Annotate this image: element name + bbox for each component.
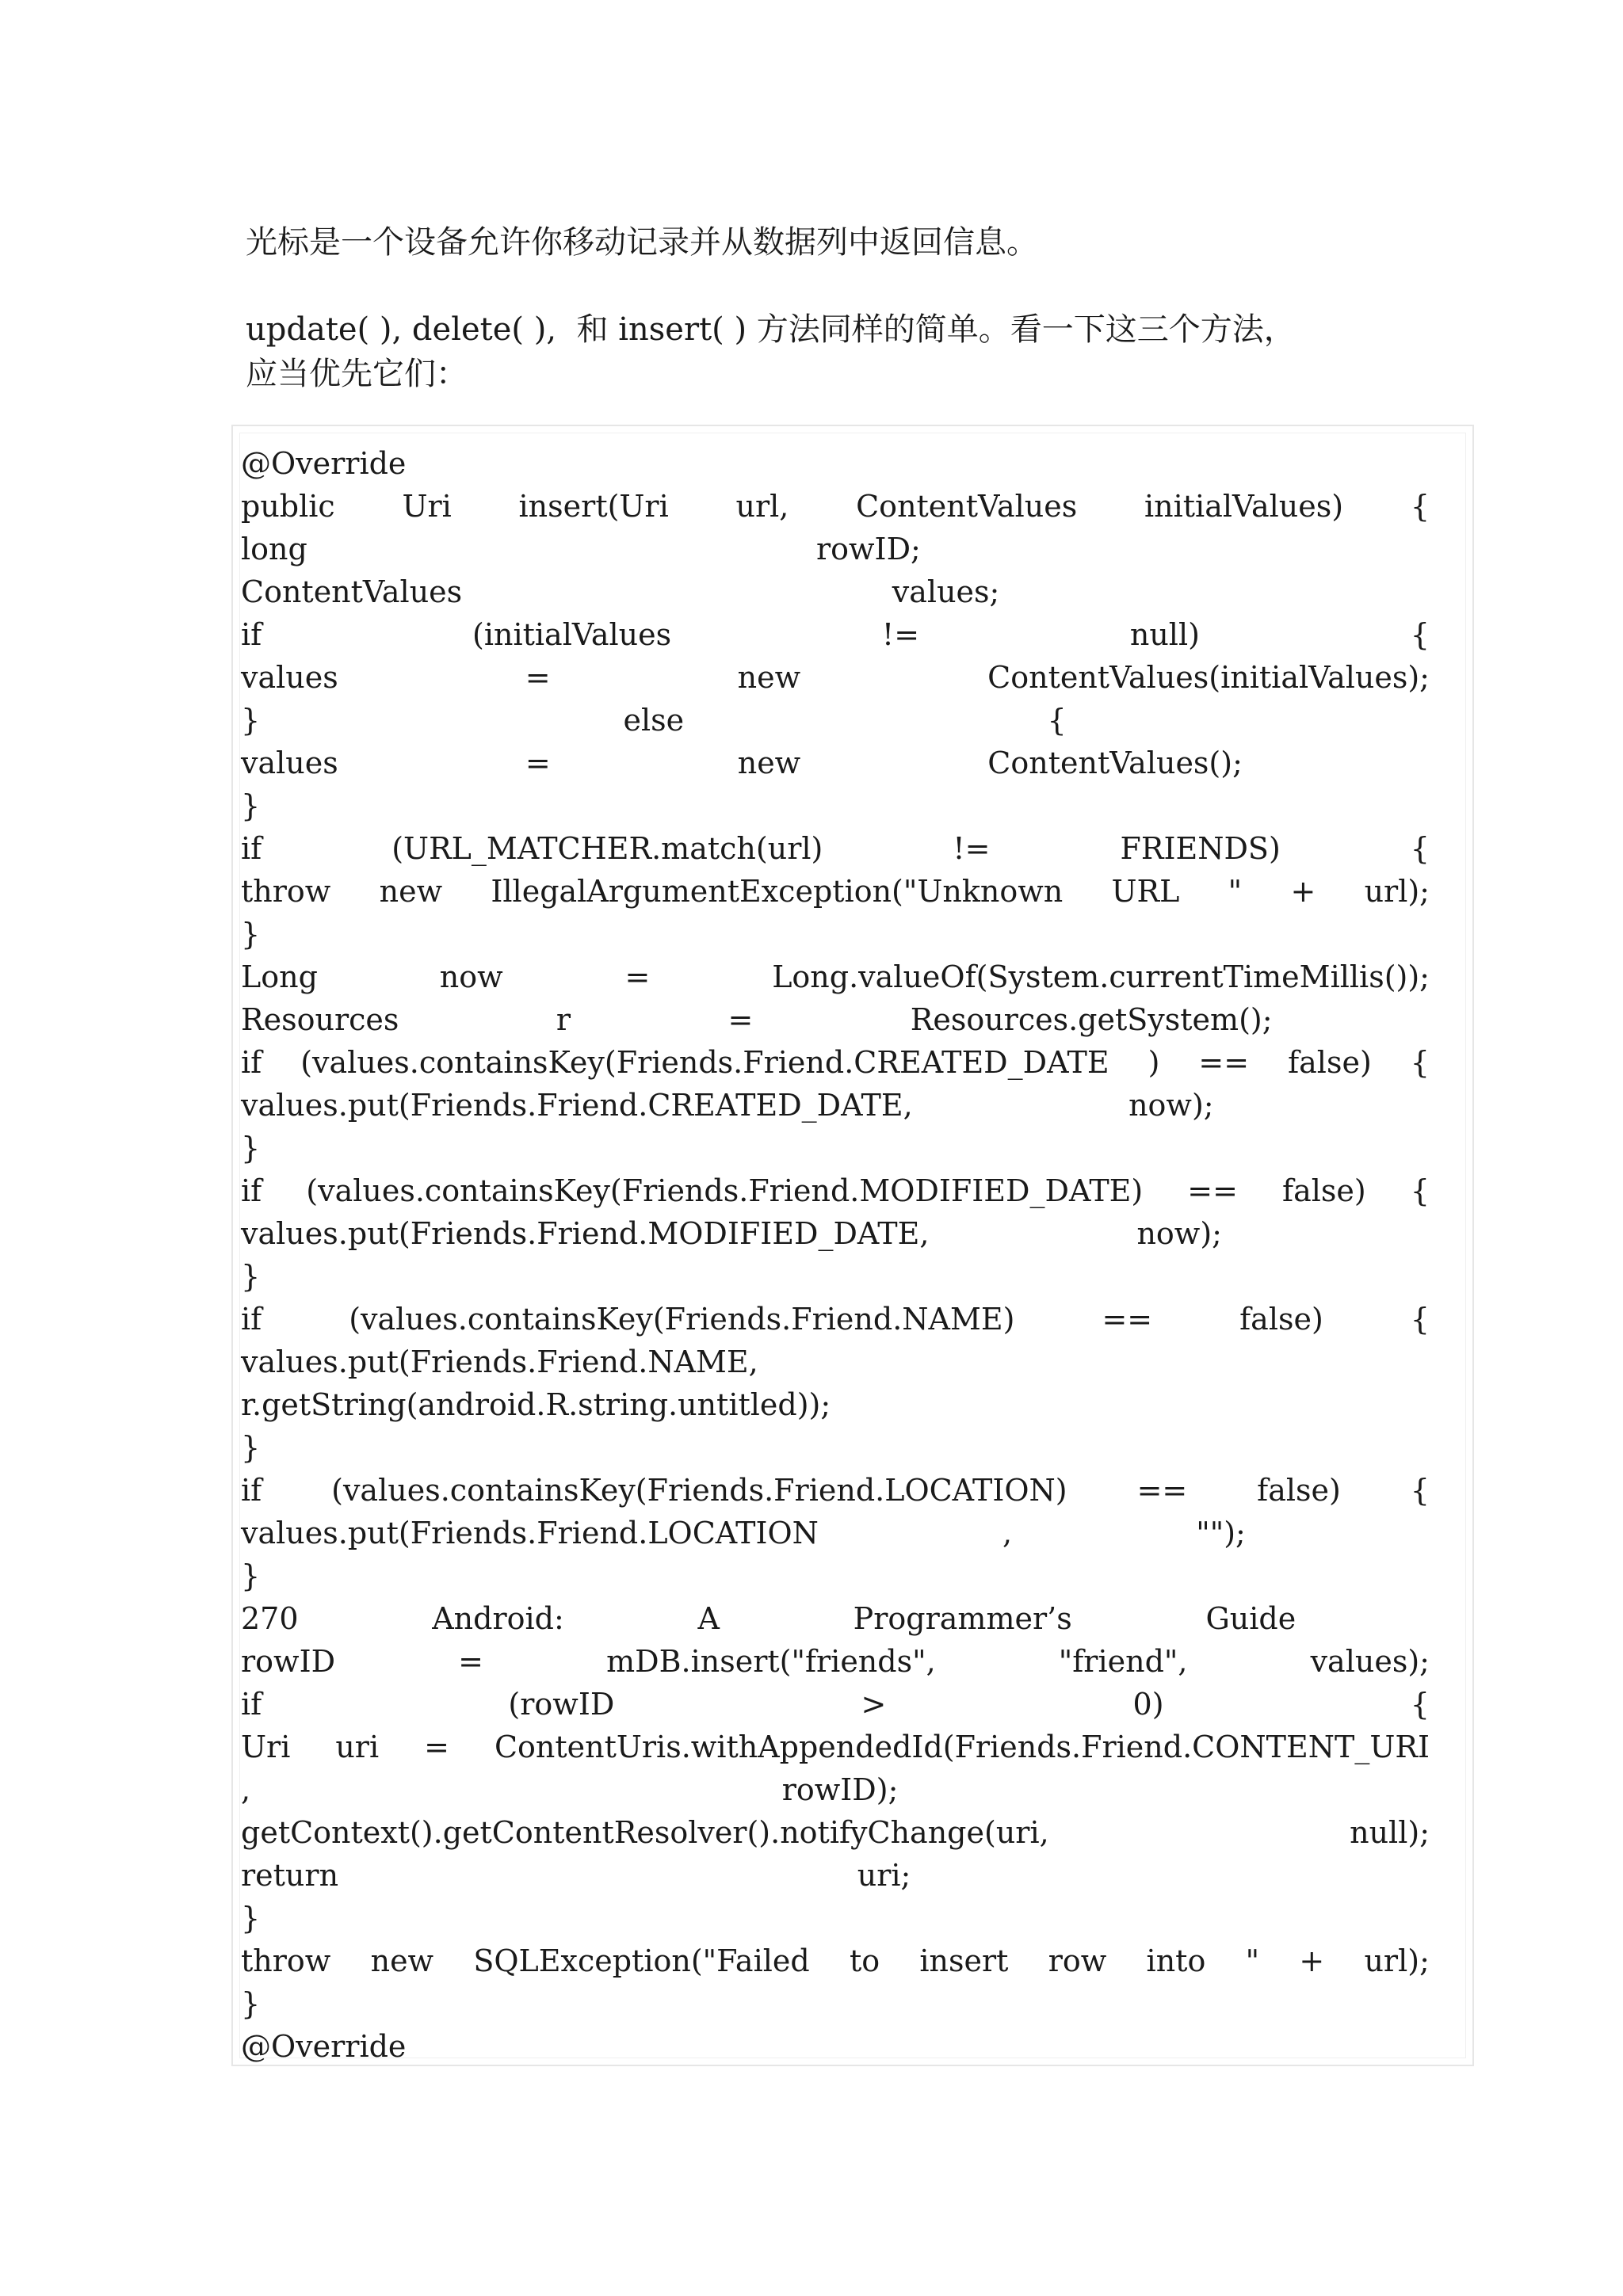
code-token: url, xyxy=(735,489,789,524)
code-token: public xyxy=(241,489,335,524)
code-line xyxy=(241,699,1430,742)
code-token: insert(Uri xyxy=(518,489,669,524)
code-line xyxy=(241,1255,1430,1298)
code-token: (URL_MATCHER.match(url) xyxy=(391,831,823,866)
code-token: } xyxy=(241,703,261,738)
code-line xyxy=(241,1469,1430,1512)
code-line xyxy=(241,1939,1430,1982)
code-token: FRIENDS) xyxy=(1120,831,1281,866)
code-token: { xyxy=(1047,703,1067,738)
code-token: URL xyxy=(1111,874,1180,909)
code-token: (rowID xyxy=(508,1687,615,1722)
code-line xyxy=(241,1041,1430,1084)
code-token: = xyxy=(525,660,551,695)
code-token: "friend", xyxy=(1058,1644,1188,1679)
code-token: { xyxy=(1410,1045,1430,1080)
code-token: null); xyxy=(1350,1815,1430,1850)
code-token: = xyxy=(458,1644,483,1679)
code-line xyxy=(241,2025,1430,2068)
code-line xyxy=(241,1726,1430,1768)
code-token: Long.valueOf(System.currentTimeMillis()); xyxy=(772,959,1430,994)
code-token: " xyxy=(1245,1943,1260,1978)
code-token: throw xyxy=(241,1943,331,1978)
code-token: false) xyxy=(1239,1302,1323,1337)
code-token: Resources xyxy=(241,1002,399,1037)
code-line xyxy=(241,1554,1430,1597)
code-token: return xyxy=(241,1858,339,1893)
code-token: url); xyxy=(1364,1943,1430,1978)
code-token: Long xyxy=(241,959,318,994)
code-token: @Override xyxy=(241,2029,407,2064)
code-line xyxy=(241,1341,1430,1383)
code-token: row xyxy=(1048,1943,1107,1978)
code-token: ) xyxy=(1148,1045,1160,1080)
code-token: initialValues) xyxy=(1144,489,1344,524)
code-token: } xyxy=(241,1131,261,1165)
code-line xyxy=(241,1811,1430,1854)
code-line xyxy=(241,1982,1430,2025)
code-token: } xyxy=(241,1259,261,1294)
code-token: { xyxy=(1410,1687,1430,1722)
code-token: values; xyxy=(892,574,1000,609)
code-token: } xyxy=(241,1558,261,1593)
code-token: " xyxy=(1228,874,1243,909)
code-token: new xyxy=(737,746,801,780)
code-line xyxy=(241,1084,1430,1127)
code-token: rowID); xyxy=(781,1772,899,1807)
code-token: long xyxy=(241,532,307,566)
code-token: } xyxy=(241,1430,261,1465)
code-token: ContentValues(); xyxy=(987,746,1243,780)
code-token: (values.containsKey(Friends.Friend.NAME) xyxy=(349,1302,1015,1337)
code-token: Guide xyxy=(1205,1601,1296,1636)
code-line xyxy=(241,1426,1430,1469)
code-token: uri xyxy=(335,1730,380,1764)
code-token: to xyxy=(849,1943,880,1978)
code-token: if xyxy=(241,1687,262,1722)
code-token: throw xyxy=(241,874,331,909)
code-line xyxy=(241,485,1430,528)
code-token: values.put(Friends.Friend.NAME, xyxy=(241,1344,758,1379)
code-token: now); xyxy=(1136,1216,1222,1251)
code-token: new xyxy=(379,874,443,909)
code-token: (values.containsKey(Friends.Friend.LOCATION) xyxy=(331,1473,1067,1508)
code-token: { xyxy=(1410,617,1430,652)
code-token: = xyxy=(624,959,651,994)
code-line xyxy=(241,784,1430,827)
code-line xyxy=(241,1383,1430,1426)
code-line xyxy=(241,1212,1430,1255)
code-token: == xyxy=(1136,1473,1188,1508)
code-token: values xyxy=(241,660,338,695)
code-token: Resources.getSystem(); xyxy=(910,1002,1273,1037)
code-token: (values.containsKey(Friends.Friend.CREATED_DATE xyxy=(300,1045,1109,1080)
code-token: { xyxy=(1410,1473,1430,1508)
code-token: if xyxy=(241,1173,262,1208)
code-token: IllegalArgumentException("Unknown xyxy=(491,874,1064,909)
code-line xyxy=(241,1169,1430,1212)
code-token: ContentValues xyxy=(856,489,1078,524)
code-token: (initialValues xyxy=(472,617,672,652)
code-token: { xyxy=(1410,1302,1430,1337)
code-line xyxy=(241,1768,1430,1811)
code-token: @Override xyxy=(241,446,407,481)
code-token: now); xyxy=(1128,1088,1214,1123)
code-token: ""); xyxy=(1196,1516,1246,1550)
code-token: values xyxy=(241,746,338,780)
code-token: Programmer’s xyxy=(853,1601,1072,1636)
code-token: (values.containsKey(Friends.Friend.MODIFIED_DATE) xyxy=(306,1173,1144,1208)
code-token: + xyxy=(1290,874,1316,909)
code-token: else xyxy=(623,703,685,738)
code-token: == xyxy=(1102,1302,1153,1337)
code-token: now xyxy=(439,959,503,994)
code-token: false) xyxy=(1257,1473,1341,1508)
code-token: != xyxy=(881,617,920,652)
code-token: mDB.insert("friends", xyxy=(606,1644,936,1679)
code-line xyxy=(241,656,1430,699)
code-line xyxy=(241,1298,1430,1341)
code-token: != xyxy=(953,831,991,866)
code-token: uri; xyxy=(857,1858,911,1893)
code-token: rowID xyxy=(241,1644,336,1679)
code-token: if xyxy=(241,617,262,652)
code-token: == xyxy=(1187,1173,1238,1208)
code-token: } xyxy=(241,788,261,823)
code-token: { xyxy=(1410,489,1430,524)
code-line xyxy=(241,1127,1430,1169)
code-token: , xyxy=(241,1772,251,1807)
code-token: } xyxy=(241,1986,261,2021)
code-line xyxy=(241,1897,1430,1939)
code-token: ContentUris.withAppendedId(Friends.Friend.CONTENT_URI xyxy=(494,1730,1430,1764)
code-token: ContentValues(initialValues); xyxy=(987,660,1430,695)
code-token: values.put(Friends.Friend.CREATED_DATE, xyxy=(241,1088,913,1123)
code-token: new xyxy=(370,1943,434,1978)
code-token: new xyxy=(737,660,801,695)
code-token: Uri xyxy=(241,1730,291,1764)
code-token: Android: xyxy=(432,1601,564,1636)
code-token: false) xyxy=(1288,1045,1372,1080)
code-token: r xyxy=(556,1002,571,1037)
code-token: ContentValues xyxy=(241,574,463,609)
code-line xyxy=(241,613,1430,656)
code-line xyxy=(241,570,1430,613)
code-token: if xyxy=(241,1302,262,1337)
code-token: getContext().getContentResolver().notifyChange(uri, xyxy=(241,1815,1049,1850)
code-token: if xyxy=(241,1045,262,1080)
code-line xyxy=(241,1640,1430,1683)
code-token: } xyxy=(241,917,261,952)
code-token: + xyxy=(1299,1943,1325,1978)
code-token: = xyxy=(525,746,551,780)
methods-paragraph: update( ), delete( ), 和 insert( ) 方法同样的简单。看一下这三个方法， 应当优先它们： xyxy=(246,311,1296,392)
code-line xyxy=(241,442,1430,485)
code-token: url); xyxy=(1364,874,1430,909)
code-line xyxy=(241,528,1430,570)
code-token: values.put(Friends.Friend.MODIFIED_DATE, xyxy=(241,1216,930,1251)
code-line xyxy=(241,1597,1430,1640)
code-line xyxy=(241,827,1430,870)
code-token: A xyxy=(697,1601,720,1636)
code-token: 270 xyxy=(241,1601,299,1636)
code-line xyxy=(241,913,1430,955)
code-line xyxy=(241,1683,1430,1726)
code-token: null) xyxy=(1129,617,1200,652)
code-block xyxy=(241,442,1430,2068)
code-line xyxy=(241,870,1430,913)
code-token: false) xyxy=(1282,1173,1366,1208)
code-token: r.getString(android.R.string.untitled)); xyxy=(241,1387,831,1422)
code-token: { xyxy=(1410,831,1430,866)
code-token: , xyxy=(1002,1516,1013,1550)
code-token: if xyxy=(241,831,262,866)
code-token: Uri xyxy=(402,489,452,524)
code-token: if xyxy=(241,1473,262,1508)
code-line xyxy=(241,998,1430,1041)
code-token: 0) xyxy=(1132,1687,1164,1722)
code-line xyxy=(241,955,1430,998)
code-token: values); xyxy=(1310,1644,1430,1679)
code-line xyxy=(241,1512,1430,1554)
code-token: == xyxy=(1198,1045,1250,1080)
code-line xyxy=(241,742,1430,784)
code-token: = xyxy=(424,1730,449,1764)
code-token: SQLException("Failed xyxy=(473,1943,810,1978)
code-token: insert xyxy=(919,1943,1009,1978)
code-token: { xyxy=(1410,1173,1430,1208)
code-line xyxy=(241,1854,1430,1897)
code-token: > xyxy=(861,1687,887,1722)
code-token: rowID; xyxy=(815,532,921,566)
code-token: into xyxy=(1146,1943,1206,1978)
code-token: } xyxy=(241,1901,261,1936)
intro-paragraph: 光标是一个设备允许你移动记录并从数据列中返回信息。 xyxy=(246,224,1038,261)
code-token: = xyxy=(727,1002,754,1037)
code-token: values.put(Friends.Friend.LOCATION xyxy=(241,1516,819,1550)
